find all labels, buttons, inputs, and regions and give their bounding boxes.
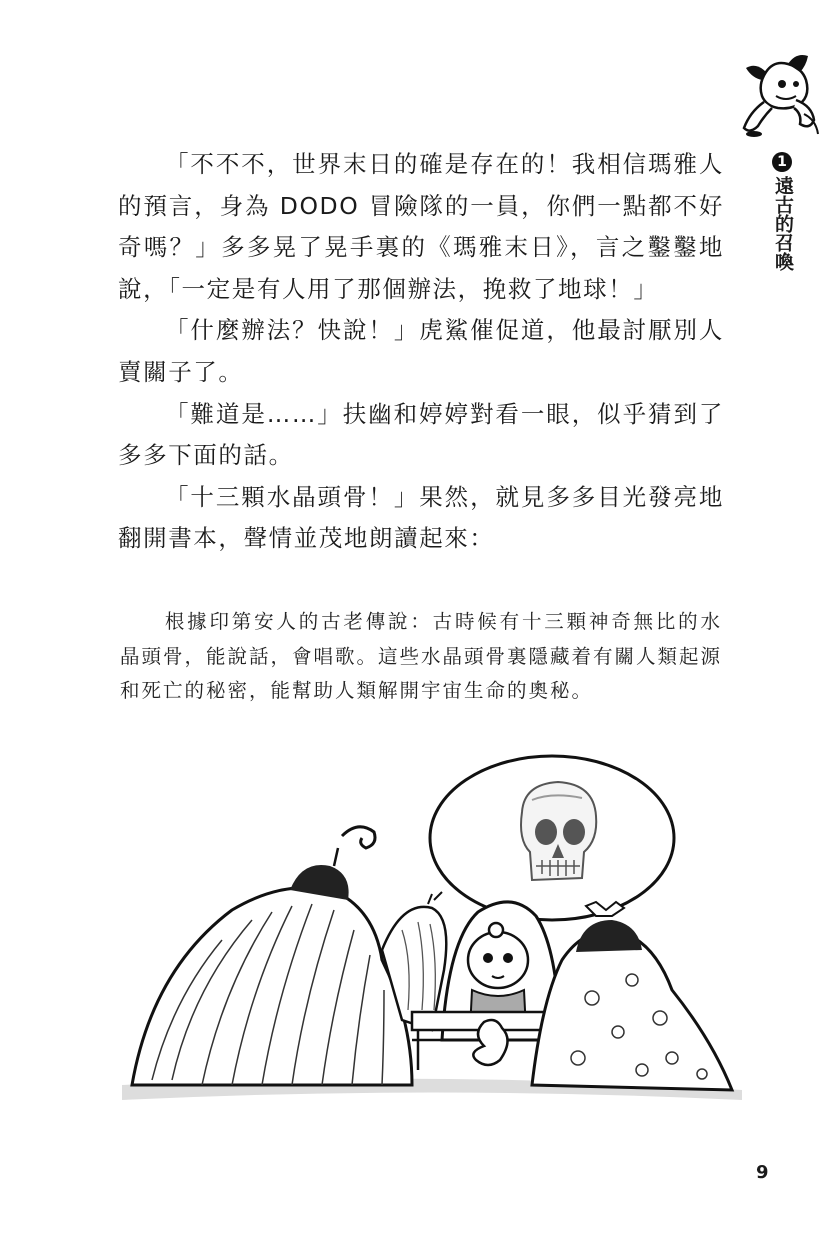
- crystal-skull-illustration: [112, 740, 752, 1130]
- body-text: [118, 144, 724, 560]
- book-quote: 根據印第安人的古老傳說：古時候有十三顆神奇無比的水晶頭骨，能說話，會唱歌。這些水晶頭骨裏隱藏着有關人類起源和死亡的秘密，能幫助人類解開宇宙生命的奧秘。: [120, 610, 723, 702]
- paragraph: 「什麼辦法？快說！」虎鯊催促道，他最討厭別人賣關子了。: [118, 316, 724, 386]
- chapter-title: 遠古的召喚: [772, 176, 794, 271]
- paragraph: 「十三顆水晶頭骨！」果然，就見多多目光發亮地翻開書本，聲情並茂地朗讀起來：: [118, 482, 724, 553]
- page-number: 9: [756, 1162, 769, 1183]
- chapter-number-badge: 1: [772, 152, 792, 172]
- cloaked-figure-right: [532, 902, 732, 1090]
- paragraph: 「不不不，世界末日的確是存在的！我相信瑪雅人的預言，身為 DODO 冒險隊的一員，你們一點都不好奇嗎？」多多晃了晃手裏的《瑪雅末日》，言之鑿鑿地說，「一定是有人用了那個辦法，挽救了地球！」: [118, 150, 724, 303]
- cloaked-figure-left: [132, 827, 412, 1085]
- dog-mascot-icon: [736, 50, 820, 140]
- paragraph: 「難道是……」扶幽和婷婷對看一眼，似乎猜到了多多下面的話。: [118, 399, 724, 470]
